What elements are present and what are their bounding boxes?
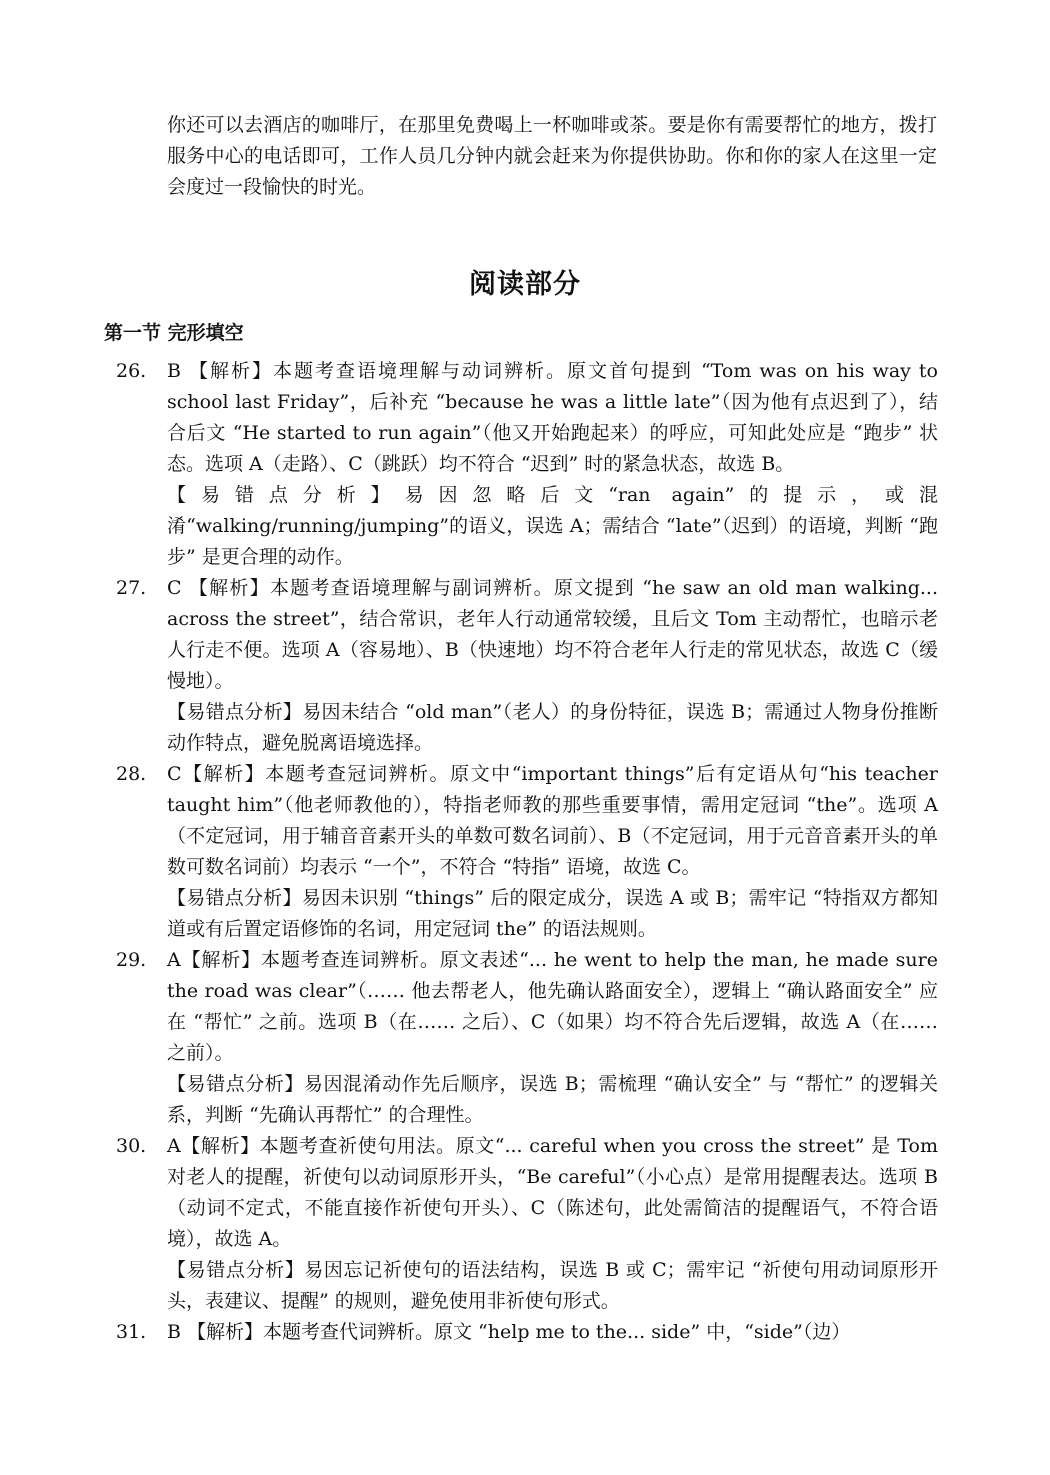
error-analysis: 【易错点分析】易因混淆动作先后顺序，误选 B；需梳理 “确认安全” 与 “帮忙” 的逻辑关系，判断 “先确认再帮忙” 的合理性。	[167, 1073, 938, 1126]
answer-body	[167, 1131, 938, 1317]
answer-explanation: A【解析】本题考查连词辨析。原文表述“... he went to help the man, he made sure the road was clear”（…… 他去帮老人，他先确认路面安全），逻辑上 “确认路面安全” 应在 “帮忙” 之前。选项 B（在…… 之后）、C（如果）均不符合先后逻辑，故选 A（在…… 之前）。	[167, 949, 938, 1064]
answer-body	[167, 573, 938, 759]
answer-explanation: B 【解析】本题考查语境理解与动词辨析。原文首句提到 “Tom was on his way to school last Friday”，后补充 “because he was a little late”（因为他有点迟到了），结合后文 “He started to run again”（他又开始跑起来）的呼应，可知此处应是 “跑步” 状态。选项 A（走路）、C（跳跃）均不符合 “迟到” 时的紧急状态，故选 B。	[167, 360, 938, 475]
answer-body	[167, 759, 938, 945]
question-number: 27.	[116, 577, 147, 599]
answer-item	[104, 759, 938, 945]
answer-explanation: B 【解析】本题考查代词辨析。原文 “help me to the... side” 中，“side”（边）	[167, 1321, 851, 1343]
intro-paragraph	[167, 110, 937, 203]
answer-explanation: A【解析】本题考查祈使句用法。原文“... careful when you cross the street” 是 Tom 对老人的提醒，祈使句以动词原形开头，“Be careful”（小心点）是常用提醒表达。选项 B（动词不定式，不能直接作祈使句开头）、C（陈述句，此处需简洁的提醒语气，不符合语境），故选 A。	[167, 1135, 938, 1250]
answer-item	[104, 356, 938, 573]
answer-item	[104, 573, 938, 759]
answer-explanation: C【解析】本题考查冠词辨析。原文中“important things”后有定语从句“his teacher taught him”（他老师教他的），特指老师教的那些重要事情，需用定冠词 “the”。选项 A（不定冠词，用于辅音音素开头的单数可数名词前）、B（不定冠词，用于元音音素开头的单数可数名词前）均表示 “一个”，不符合 “特指” 语境，故选 C。	[167, 763, 938, 878]
answer-body	[167, 356, 938, 573]
question-number: 26.	[116, 360, 147, 382]
error-analysis: 【易错点分析】易因忘记祈使句的语法结构，误选 B 或 C；需牢记 “祈使句用动词原形开头，表建议、提醒” 的规则，避免使用非祈使句形式。	[167, 1259, 938, 1312]
answer-body	[167, 945, 938, 1131]
question-number: 29.	[116, 949, 147, 971]
subsection-title: 第一节 完形填空	[104, 322, 244, 344]
error-analysis: 【易错点分析】易因忽略后文“ran again”的提示，或混淆“walking/running/jumping”的语义，误选 A；需结合 “late”（迟到）的语境，判断 “跑步” 是更合理的动作。	[167, 484, 938, 568]
section-title: 阅读部分	[469, 269, 581, 300]
answer-body	[167, 1317, 938, 1348]
answer-explanation: C 【解析】本题考查语境理解与副词辨析。原文提到 “he saw an old man walking... across the street”，结合常识，老年人行动通常较缓，且后文 Tom 主动帮忙，也暗示老人行走不便。选项 A（容易地）、B（快速地）均不符合老年人行走的常见状态，故选 C（缓慢地）。	[167, 577, 938, 692]
answer-item	[104, 1317, 938, 1348]
intro-text: 你还可以去酒店的咖啡厅，在那里免费喝上一杯咖啡或茶。要是你有需要帮忙的地方，拨打服务中心的电话即可，工作人员几分钟内就会赶来为你提供协助。你和你的家人在这里一定会度过一段愉快的时光。	[167, 114, 937, 198]
error-analysis: 【易错点分析】易因未识别 “things” 后的限定成分，误选 A 或 B；需牢记 “特指双方都知道或有后置定语修饰的名词，用定冠词 the” 的语法规则。	[167, 887, 938, 940]
answer-item	[104, 1131, 938, 1317]
question-number: 28.	[116, 763, 147, 785]
question-number: 31.	[116, 1321, 147, 1343]
answer-item	[104, 945, 938, 1131]
error-analysis: 【易错点分析】易因未结合 “old man”（老人）的身份特征，误选 B；需通过人物身份推断动作特点，避免脱离语境选择。	[167, 701, 938, 754]
question-number: 30.	[116, 1135, 147, 1157]
answer-list	[104, 356, 938, 1348]
